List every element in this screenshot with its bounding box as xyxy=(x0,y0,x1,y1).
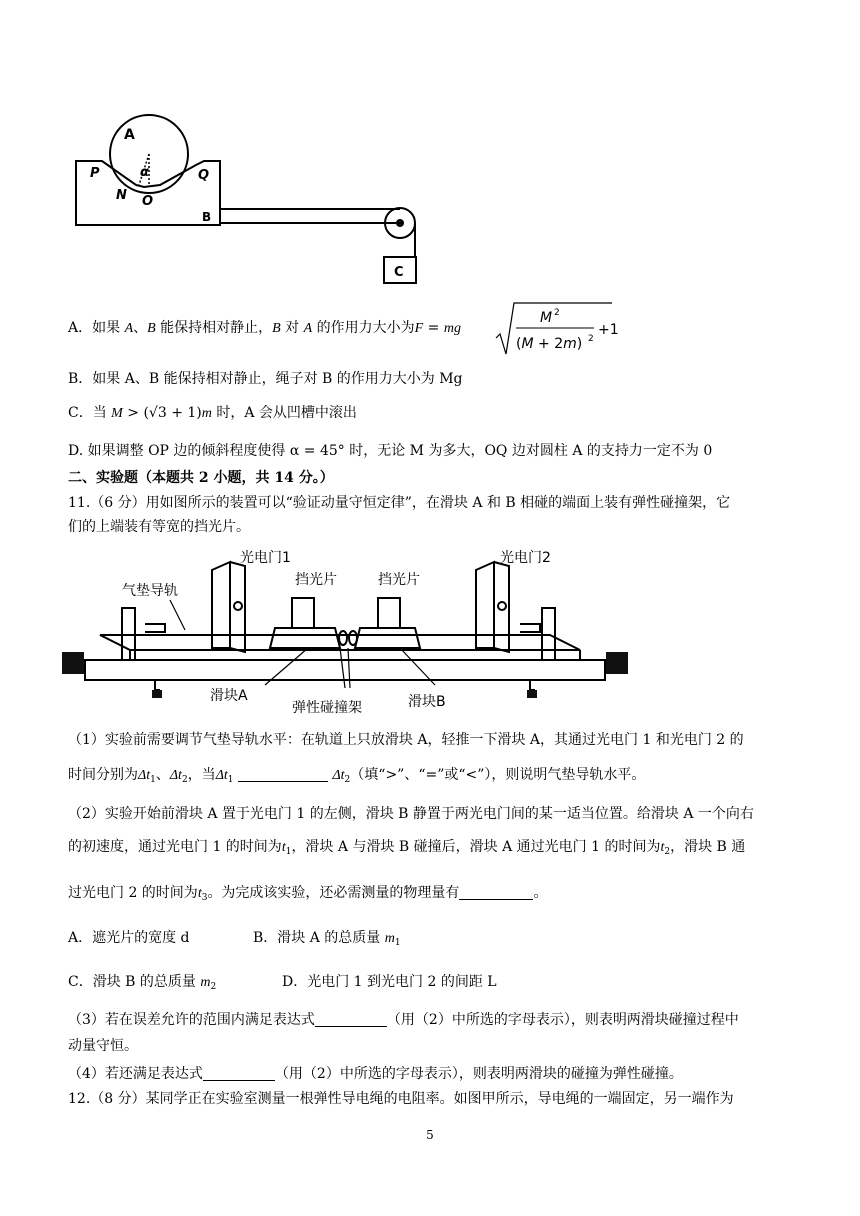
svg-text:M: M xyxy=(540,310,553,326)
label-n: N xyxy=(116,188,127,203)
q11-option-a: A．遮光片的宽度 d xyxy=(68,930,190,946)
q11-part3-line2: 动量守恒。 xyxy=(68,1038,138,1054)
label-rail: 气垫导轨 xyxy=(122,583,178,599)
q11-option-d: D．光电门 1 到光电门 2 的间距 L xyxy=(282,974,497,990)
q10-option-b: B．如果 A、B 能保持相对静止，绳子对 B 的作用力大小为 Mg xyxy=(68,371,463,387)
slider-b xyxy=(355,628,420,648)
q11-part4: （4）若还满足表达式 （用（2）中所选的字母表示），则表明两滑块的碰撞为弹性碰撞。 xyxy=(68,1066,683,1082)
label-gate2: 光电门2 xyxy=(500,550,551,566)
svg-text:2: 2 xyxy=(588,334,594,344)
label-gate1: 光电门1 xyxy=(240,550,291,566)
answer-blank-2[interactable] xyxy=(459,885,533,900)
label-p: P xyxy=(90,166,100,181)
shutter-b xyxy=(378,598,400,628)
formula-radical xyxy=(494,300,619,358)
label-slider-b: 滑块B xyxy=(408,694,446,710)
label-q: Q xyxy=(198,168,210,183)
label-alpha: α xyxy=(140,165,149,180)
q11-option-c: C．滑块 B 的总质量 $m_2$ xyxy=(68,974,217,992)
slider-a xyxy=(270,628,340,648)
q10-option-c: C．当 M > (√3 + 1)m 时，A 会从凹槽中滚出 xyxy=(68,405,357,421)
answer-blank-3[interactable] xyxy=(315,1012,387,1027)
svg-text:(M + 2m): (M + 2m) xyxy=(516,336,583,352)
svg-text:2: 2 xyxy=(554,308,560,318)
section-heading: 二、实验题（本题共 2 小题，共 14 分。） xyxy=(68,470,334,486)
q11-part3-line1: （3）若在误差允许的范围内满足表达式 （用（2）中所选的字母表示），则表明两滑块碰撞过程中 xyxy=(68,1012,739,1028)
answer-blank-1[interactable] xyxy=(238,767,328,782)
q11-part2-line1: （2）实验开始前滑块 A 置于光电门 1 的左侧，滑块 B 静置于两光电门间的某一适当位置。给滑块 A 一个向右 xyxy=(68,806,754,822)
label-b: B xyxy=(202,210,212,224)
q11-option-b: B．滑块 A 的总质量 $m_1$ xyxy=(253,930,401,948)
q11-intro-line2: 们的上端装有等宽的挡光片。 xyxy=(68,519,250,535)
q10-option-d: D. 如果调整 OP 边的倾斜程度使得 α = 45° 时，无论 M 为多大，OQ 边对圆柱 A 的支持力一定不为 0 xyxy=(68,443,713,459)
label-shutter2: 挡光片 xyxy=(378,572,420,588)
page-number: 5 xyxy=(426,1128,434,1142)
label-o: O xyxy=(142,194,154,209)
label-a: A xyxy=(124,127,135,143)
q12-line1: 12.（8 分）某同学正在实验室测量一根弹性导电绳的电阻率。如图甲所示，导电绳的一端固定，另一端作为 xyxy=(68,1091,734,1107)
label-bumper: 弹性碰撞架 xyxy=(292,700,362,716)
q11-part2-line3: 过光电门 2 的时间为$t_3$。为完成该实验，还必需测量的物理量有 。 xyxy=(68,885,548,903)
svg-text:+1: +1 xyxy=(598,322,619,338)
rail-body xyxy=(85,660,605,680)
label-slider-a: 滑块A xyxy=(210,688,248,704)
shutter-a xyxy=(292,598,314,628)
q11-part1-line2: 时间分别为$\Delta t_1$、$\Delta t_2$，当$\Delta t_1$ $\Delta t_2$（填“>”、“=”或“<”），则说明气垫导轨水平。 xyxy=(68,767,646,785)
air-track-figure xyxy=(60,540,620,720)
label-shutter1: 挡光片 xyxy=(295,572,337,588)
answer-blank-4[interactable] xyxy=(203,1066,275,1081)
q11-part1-line1: （1）实验前需要调节气垫导轨水平：在轨道上只放滑块 A，轻推一下滑块 A，其通过光电门 1 和光电门 2 的 xyxy=(68,732,744,748)
label-c: C xyxy=(394,265,404,280)
q11-intro-line1: 11.（6 分）用如图所示的装置可以“验证动量守恒定律”，在滑块 A 和 B 相碰的端面上装有弹性碰撞架，它 xyxy=(68,495,731,511)
q11-part2-line2: 的初速度，通过光电门 1 的时间为$t_1$，滑块 A 与滑块 B 碰撞后，滑块 A 通过光电门 1 的时间为$t_2$，滑块 B 通 xyxy=(68,839,746,857)
q10-option-a: A．如果 A、B 能保持相对静止，B 对 A 的作用力大小为F = mg xyxy=(68,320,461,336)
groove-cylinder-figure xyxy=(60,105,440,295)
